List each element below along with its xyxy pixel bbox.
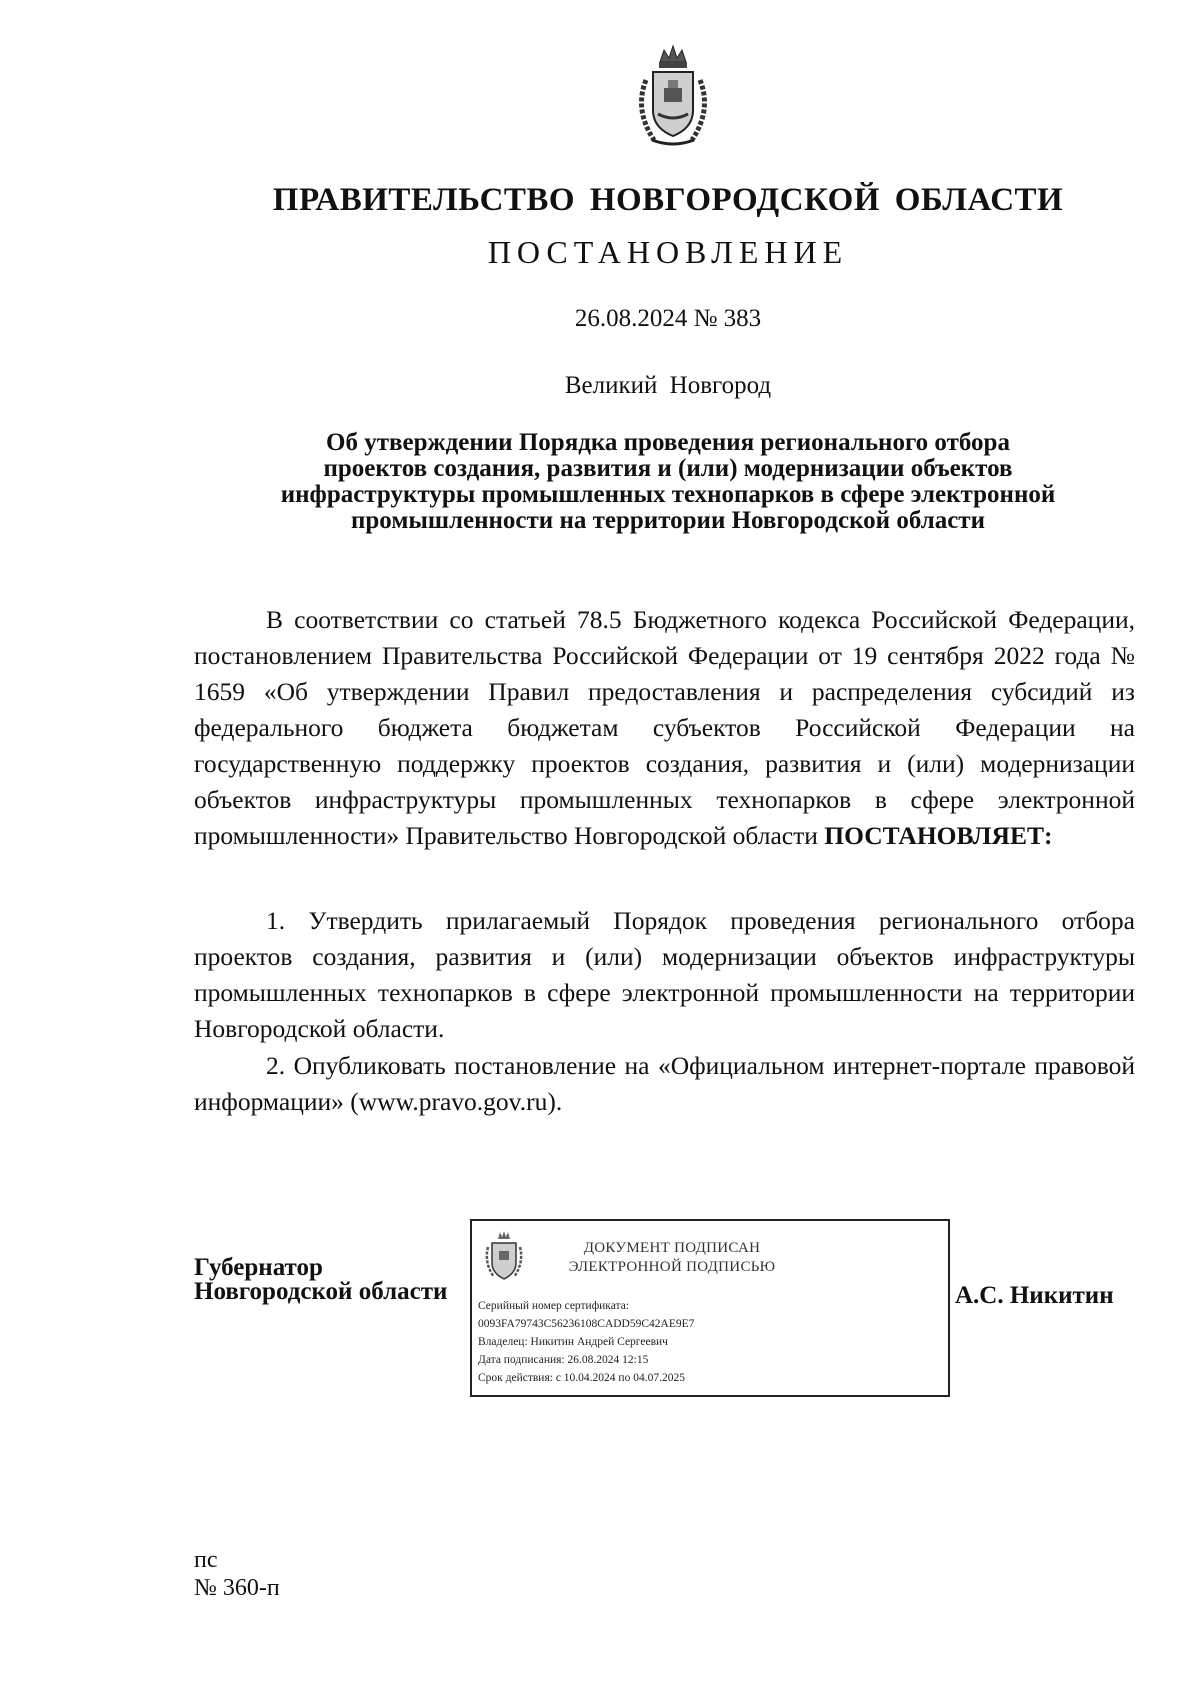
stamp-owner: Владелец: Никитин Андрей Сергеевич (478, 1336, 668, 1348)
document-city: Великий Новгород (564, 372, 772, 399)
subject-line: проектов создания, развития и (или) модернизации объектов (323, 455, 1013, 482)
footer-line: № 360-п (194, 1575, 280, 1601)
resolves-keyword: ПОСТАНОВЛЯЕТ: (824, 821, 1053, 850)
stamp-heading-line: ДОКУМЕНТ ПОДПИСАН (583, 1240, 761, 1256)
position-line: Губернатор (194, 1254, 323, 1281)
subject-line: инфраструктуры промышленных технопарков в сфере электронной (280, 481, 1056, 508)
stamp-details (478, 1297, 694, 1387)
stamp-validity: Срок действия: с 10.04.2024 по 04.07.2025 (478, 1372, 685, 1384)
document-date-number: 26.08.2024 № 383 (574, 305, 762, 332)
stamp-emblem-icon (482, 1229, 526, 1283)
item-1-paragraph (194, 903, 1135, 1047)
subject-line: Об утверждении Порядка проведения регионального отбора (326, 429, 1010, 456)
stamp-heading (552, 1239, 792, 1277)
document-type: ПОСТАНОВЛЕНИЕ (487, 234, 849, 270)
item-1-text: 1. Утвердить прилагаемый Порядок проведения регионального отбора проектов создания, развития и (или) модернизации объектов инфраструктуры промышленных технопарков в сфере электронной промышленности на территории Новгородской области. (194, 906, 1135, 1043)
preamble-paragraph (194, 602, 1135, 854)
signatory-name: А.С. Никитин (955, 1282, 1114, 1309)
stamp-serial: 0093FA79743C56236108CADD59C42AE9E7 (478, 1318, 695, 1330)
item-2-paragraph (194, 1048, 1135, 1120)
footer-registration (194, 1546, 280, 1602)
stamp-signed-date: Дата подписания: 26.08.2024 12:15 (478, 1354, 649, 1366)
signatory-position (194, 1256, 447, 1304)
stamp-heading-line: ЭЛЕКТРОННОЙ ПОДПИСЬЮ (568, 1259, 776, 1275)
coat-of-arms-emblem (628, 40, 718, 150)
document-subject (230, 430, 1106, 534)
preamble-text: В соответствии со статьей 78.5 Бюджетного кодекса Российской Федерации, постановлением Правительства Российской Федерации от 19 сентября 2022 года № 1659 «Об утверждении Правил предоставления и распределения субсидий из федерального бюджета бюджетам субъектов Российской Федерации на государственную поддержку проектов создания, развития и (или) модернизации объектов инфраструктуры промышленных технопарков в сфере электронной промышленности» Правительство Новгородской области (194, 605, 1135, 850)
footer-line: пс (194, 1547, 218, 1573)
electronic-signature-stamp (470, 1219, 950, 1397)
subject-line: промышленности на территории Новгородской области (351, 507, 985, 534)
government-title: ПРАВИТЕЛЬСТВО НОВГОРОДСКОЙ ОБЛАСТИ (272, 182, 1064, 218)
position-line: Новгородской области (194, 1278, 448, 1305)
item-2-text: 2. Опубликовать постановление на «Официальном интернет-портале правовой информации» (www.pravo.gov.ru). (194, 1051, 1135, 1116)
stamp-serial-label: Серийный номер сертификата: (478, 1300, 629, 1312)
